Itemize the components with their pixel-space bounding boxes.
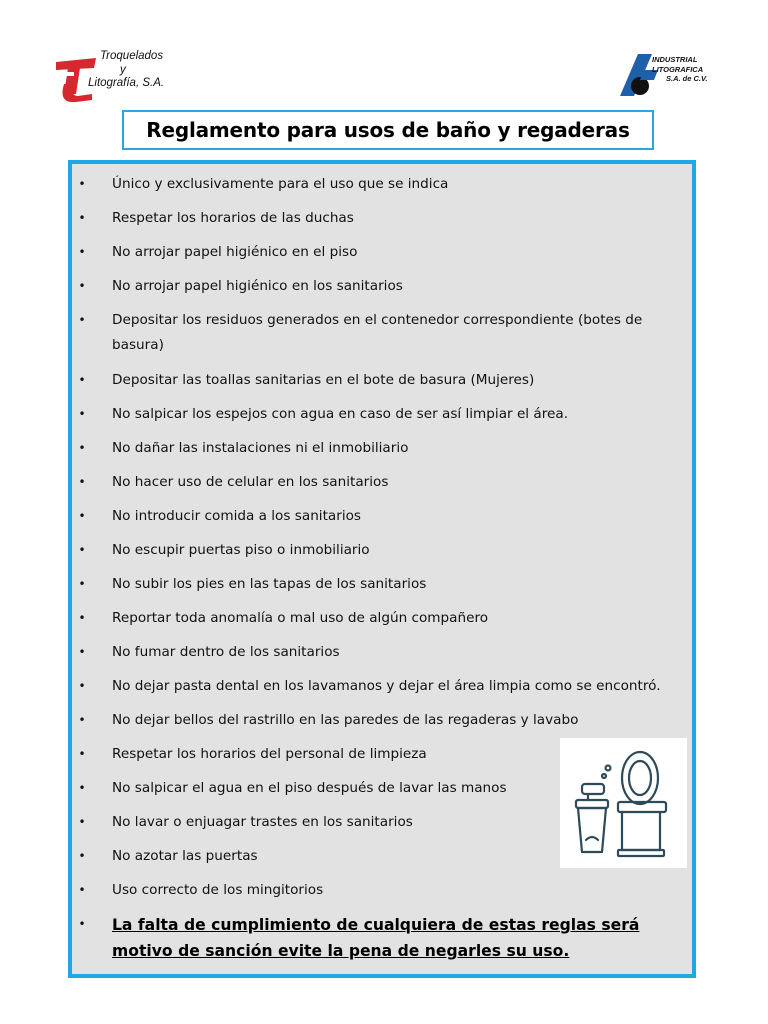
rule-text: No hacer uso de celular en los sanitarios	[112, 474, 389, 490]
rule-item	[72, 308, 692, 368]
bullet-icon: •	[78, 645, 86, 659]
bullet-icon: •	[78, 917, 86, 931]
rule-text: Respetar los horarios del personal de limpieza	[112, 746, 427, 762]
industrial-litografica-logo-text	[652, 55, 707, 84]
toilet-icon	[560, 738, 687, 868]
rule-text: No introducir comida a los sanitarios	[112, 508, 362, 524]
rule-text: Depositar los residuos generados en el contenedor correspondiente (botes de basura)	[112, 312, 643, 353]
rule-text: No fumar dentro de los sanitarios	[112, 644, 340, 660]
rule-text: La falta de cumplimiento de cualquiera de estas reglas será motivo de sanción evite la pena de negarles su uso.	[112, 916, 640, 960]
bullet-icon: •	[78, 679, 86, 693]
rule-text: No arrojar papel higiénico en los sanitarios	[112, 278, 403, 294]
logo-left-line1: Troquelados	[100, 50, 164, 62]
rule-text: Depositar las toallas sanitarias en el bote de basura (Mujeres)	[112, 372, 535, 388]
rule-item	[72, 878, 692, 912]
rule-text: No dejar pasta dental en los lavamanos y dejar el área limpia como se encontró.	[112, 678, 661, 694]
rule-item	[72, 206, 692, 240]
logo-right-line1: INDUSTRIAL	[652, 55, 698, 64]
logo-right-line3: S.A. de C.V.	[666, 74, 708, 83]
troquelados-logo	[52, 50, 192, 106]
bullet-icon: •	[78, 211, 86, 225]
rule-text: No arrojar papel higiénico en el piso	[112, 244, 358, 260]
toilet-illustration	[560, 738, 687, 868]
rule-text: Único y exclusivamente para el uso que se indica	[112, 176, 449, 192]
rule-item	[72, 640, 692, 674]
bullet-icon: •	[78, 611, 86, 625]
bullet-icon: •	[78, 407, 86, 421]
rule-text: Uso correcto de los mingitorios	[112, 882, 324, 898]
rule-item	[72, 912, 692, 984]
rule-item	[72, 538, 692, 572]
bullet-icon: •	[78, 713, 86, 727]
rule-item	[72, 436, 692, 470]
rule-text: No dañar las instalaciones ni el inmobiliario	[112, 440, 409, 456]
rule-text: No lavar o enjuagar trastes en los sanitarios	[112, 814, 413, 830]
rule-text: No dejar bellos del rastrillo en las paredes de las regaderas y lavabo	[112, 712, 579, 728]
industrial-litografica-logo	[618, 52, 726, 100]
bullet-icon: •	[78, 177, 86, 191]
rule-item	[72, 402, 692, 436]
bullet-icon: •	[78, 883, 86, 897]
rule-text: Respetar los horarios de las duchas	[112, 210, 354, 226]
bullet-icon: •	[78, 441, 86, 455]
rule-item	[72, 368, 692, 402]
bullet-icon: •	[78, 577, 86, 591]
logo-left-line3: Litografía, S.A.	[88, 77, 165, 89]
bullet-icon: •	[78, 245, 86, 259]
rule-item	[72, 572, 692, 606]
rule-item	[72, 674, 692, 708]
title-box	[122, 110, 654, 150]
rule-text: No escupir puertas piso o inmobiliario	[112, 542, 370, 558]
bullet-icon: •	[78, 781, 86, 795]
bullet-icon: •	[78, 475, 86, 489]
bullet-icon: •	[78, 509, 86, 523]
bullet-icon: •	[78, 815, 86, 829]
rule-item	[72, 274, 692, 308]
troquelados-logo-text	[88, 50, 164, 91]
bullet-icon: •	[78, 543, 86, 557]
rule-item	[72, 708, 692, 742]
bullet-icon: •	[78, 849, 86, 863]
rule-item	[72, 470, 692, 504]
rule-item	[72, 504, 692, 538]
rule-item	[72, 172, 692, 206]
bullet-icon: •	[78, 313, 86, 327]
rule-text: No subir los pies en las tapas de los sanitarios	[112, 576, 427, 592]
bullet-icon: •	[78, 373, 86, 387]
rule-item	[72, 606, 692, 640]
logo-left-line2: y	[120, 63, 126, 76]
rule-text: No azotar las puertas	[112, 848, 258, 864]
logo-right-line2: LITOGRAFICA	[652, 64, 704, 74]
bullet-icon: •	[78, 279, 86, 293]
rule-text: No salpicar el agua en el piso después de lavar las manos	[112, 780, 507, 796]
page-title: Reglamento para usos de baño y regaderas	[146, 118, 630, 142]
rule-text: No salpicar los espejos con agua en caso de ser así limpiar el área.	[112, 406, 569, 422]
bullet-icon: •	[78, 747, 86, 761]
rule-text: Reportar toda anomalía o mal uso de algún compañero	[112, 610, 489, 626]
rule-item	[72, 240, 692, 274]
